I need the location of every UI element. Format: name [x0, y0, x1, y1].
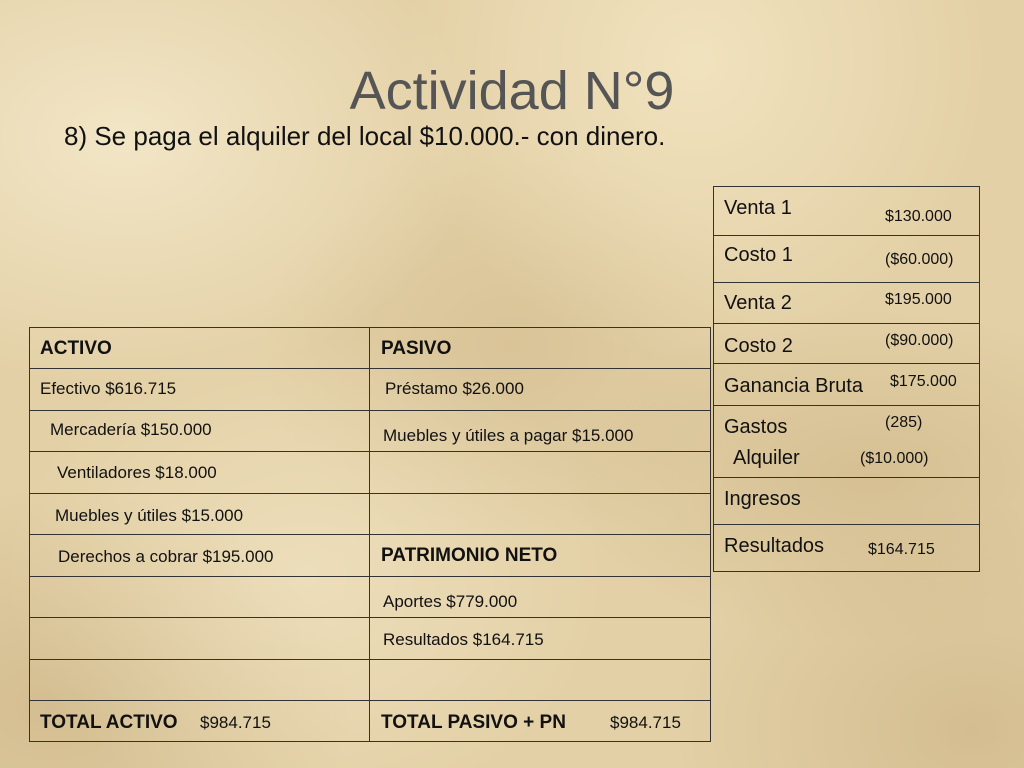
- row-divider: [29, 700, 711, 701]
- result-row-value: (285): [885, 414, 923, 431]
- row-divider: [29, 576, 711, 577]
- balance-sheet-table: [29, 327, 711, 742]
- row-divider: [713, 477, 980, 478]
- row-divider: [713, 235, 980, 236]
- activo-item: Mercadería $150.000: [50, 420, 212, 439]
- row-divider: [713, 524, 980, 525]
- activo-header: ACTIVO: [40, 338, 112, 359]
- result-row-label: Venta 2: [724, 292, 792, 314]
- total-pasivo-pn-value: $984.715: [610, 713, 681, 732]
- total-activo-value: $984.715: [200, 713, 271, 732]
- activo-item: Efectivo $616.715: [40, 379, 177, 398]
- pn-item: Resultados $164.715: [383, 630, 544, 649]
- row-divider: [29, 327, 711, 328]
- row-divider: [29, 741, 711, 742]
- result-row-label: Ganancia Bruta: [724, 375, 863, 397]
- table-border: [979, 186, 980, 572]
- row-divider: [713, 282, 980, 283]
- row-divider: [29, 451, 711, 452]
- result-row-value: ($60.000): [885, 251, 954, 268]
- income-statement-table: [713, 186, 980, 572]
- row-divider: [29, 617, 711, 618]
- pasivo-header: PASIVO: [381, 338, 452, 359]
- row-divider: [29, 493, 711, 494]
- result-row-label: Resultados: [724, 535, 825, 557]
- result-row-label: Costo 1: [724, 244, 793, 266]
- row-divider: [713, 571, 980, 572]
- result-row-value: ($90.000): [885, 332, 954, 349]
- total-pasivo-pn-label: TOTAL PASIVO + PN: [381, 712, 566, 733]
- row-divider: [713, 405, 980, 406]
- row-divider: [29, 410, 711, 411]
- result-row-value: $175.000: [890, 373, 957, 390]
- result-row-value: $195.000: [885, 291, 952, 308]
- activo-item: Muebles y útiles $15.000: [55, 506, 244, 525]
- patrimonio-neto-header: PATRIMONIO NETO: [381, 545, 558, 566]
- row-divider: [29, 534, 711, 535]
- result-row-value: ($10.000): [860, 450, 929, 467]
- result-row-label: Venta 1: [724, 197, 792, 219]
- result-row-value: $164.715: [868, 541, 935, 558]
- table-border: [713, 186, 714, 572]
- pasivo-item: Muebles y útiles a pagar $15.000: [383, 426, 634, 445]
- pasivo-item: Préstamo $26.000: [385, 379, 524, 398]
- row-divider: [29, 659, 711, 660]
- row-divider: [713, 363, 980, 364]
- activo-item: Ventiladores $18.000: [57, 463, 217, 482]
- row-divider: [713, 323, 980, 324]
- result-row-value: $130.000: [885, 208, 952, 225]
- pn-item: Aportes $779.000: [383, 592, 518, 611]
- total-activo-label: TOTAL ACTIVO: [40, 712, 178, 733]
- row-divider: [29, 368, 711, 369]
- row-divider: [713, 186, 980, 187]
- slide-subtitle: 8) Se paga el alquiler del local $10.000.- con dinero.: [64, 121, 666, 151]
- slide-title: Actividad N°9: [349, 61, 675, 121]
- result-row-label: Gastos: [724, 416, 788, 438]
- result-row-label: Costo 2: [724, 335, 793, 357]
- result-row-label: Ingresos: [724, 488, 801, 510]
- result-row-label: Alquiler: [733, 447, 800, 469]
- activo-item: Derechos a cobrar $195.000: [58, 547, 274, 566]
